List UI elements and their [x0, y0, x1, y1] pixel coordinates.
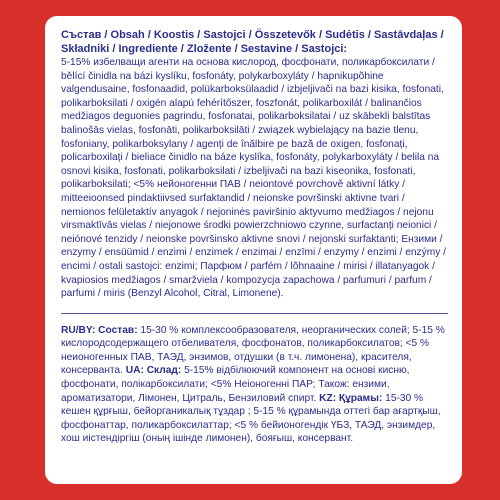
ua-label: UA: Склад: [125, 365, 182, 377]
ru-by-text: 15-30 % комплексообразователя, неорганических солей; 5-15 % кислородсодержащего отбеливателя, фосфонатов, поликарбоксилатов; <5 % неионогенных ПАВ, ТАЭД, энзимов, отдушки (в т.ч. лимонена), красителя, консерванта. [61, 324, 445, 377]
composition-text: 5-15% избелващи агенти на основа кислород, фосфонати, поликарбоксилати / bělící činidla na bázi kyslíku, fosfonáty, polykarboxyláty / hapnikupõhine valgendusaine, fosfonaadid, polükarboksülaadid / izbjeljivači na bazi kisika, fosfonati, polikarboksilati / oxigén alapú fehérítőszer, foszfonát, polikarboxilát / balinančios medžiagos deguonies pagrindu, fosfonatai, polikarboksilatai / uz skābekli balstītas balinošās vielas, fosfonāti, polikarboksilāti / związek wybielający na bazie tlenu, fosfoniany, polikarboksylany / agenți de înălbire pe bază de oxigen, fosfonați, policarboxilați / bieliace činidlo na báze kyslíka, fosfonáty, polykarboxyláty / belila na osnovi kisika, fosfonati, polikarboksilati / izbeljivači na bazi kiseonika, fosfonati, polikarboksilati; <5% нейоногенни ПАВ / neiontové povrchově aktivní látky / mitteeioonsed pindaktiivsed surfaktandid / neionske površinski aktivne tvari / nemionos felületaktív anyagok / nejoninės paviršinio aktyvumo medžiagos / nejonu virsmaktīvās vielas / niejonowe środki powierzchniowo czynne, surfactanți neionici / neiónové tenzidy / neionske površinsko aktivne snovi / nejonski surfaktanti; Ензими / enzymy / ensüümid / enzimi / enzimek / enzimai / enzīmi / enzymy / enzimi / enzýmy / encimi / ostali sastojci: enzimi; Парфюм / parfém / lõhnaaine / mirisi / illatanyagok / kvapiosios medžiagos / smaržviela / kompozycja zapachowa / parfumuri / parfum / parfumi / miris (Benzyl Alcohol, Citral, Limonene). [61, 57, 446, 300]
section-divider [61, 313, 448, 314]
ingredients-label [45, 16, 462, 484]
ru-by-label: RU/BY: Состав: [61, 324, 138, 336]
kz-text: 15-30 % кешен құрғыш, бейорганикалық тұздар ; 5-15 % құрамында оттегі бар ағартқыш, фосфонаттар, поликарбоксилаттар; <5 % бейионогендік ҮБЗ, ТАЭД, энзимдер, хош иістендіргіш (оның ішінде лимонен), бояғыш, консервант. [61, 392, 441, 445]
kz-label: KZ: Құрамы: [319, 392, 383, 404]
composition-header: Състав / Obsah / Koostis / Sastojci / Összetevők / Sudėtis / Sastāvdaļas / Składniki / Ingrediente / Zložente / Sestavine / Sastojci: [61, 29, 444, 55]
ua-text: 5-15% відбілюючий компонент на основі кисню, фосфонати, полікарбоксилати; <5% Неіоногенні ПАР; Також: ензими, ароматизатори, Лімонен, Цитраль, Бензиловий спирт. [61, 365, 410, 404]
cis-composition-block [61, 324, 448, 446]
